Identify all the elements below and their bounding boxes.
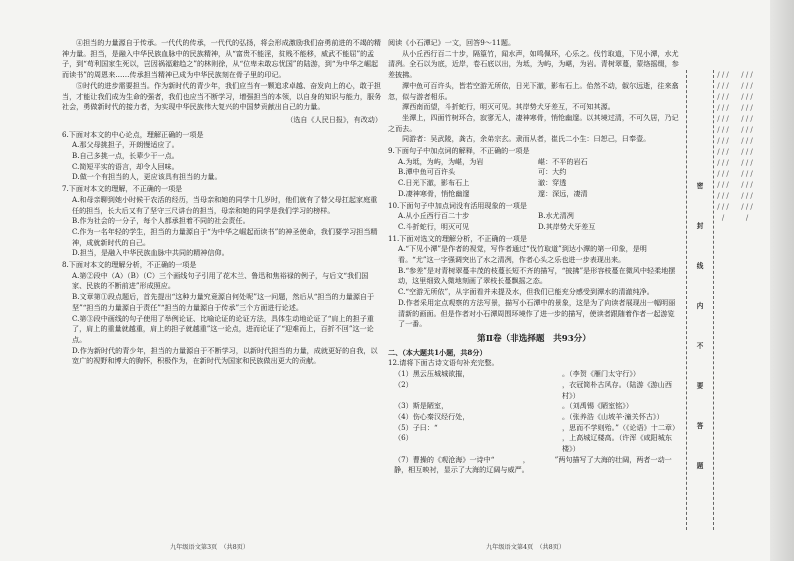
binding-label: 密 <box>696 182 704 190</box>
article-source: （选自《人民日报》，有改动） <box>286 114 382 124</box>
poem-line <box>388 433 680 454</box>
question-6-option: A.那父母挑担子，开朗慢适应了。 <box>72 140 179 150</box>
paragraph-4: ④担当的力量源自于传承。一代代的传承，一代代的弘扬，将会形成激励我们奋勇前进的不竭的精神力量。担当，是融入中华民族血脉中的民族精神，从“富贵不能淫，贫贱不能移，威武不能屈”的孟子，到“苟利国家生死以，岂因祸福避趋之”的林则徐，从“位卑未敢忘忧国”的陆游，到“为中华之崛起而读书”的周恩来……传承担当精神已成为中华民族刻在骨子里的印记。 <box>62 38 382 80</box>
question-9-option: C.日光下澈，影布石上 <box>398 178 470 188</box>
poem-line-source: ，衣冠简朴古风存。（陆游《游山西村》） <box>562 379 672 400</box>
question-6-option: C.简短平实的语言，却令人回味。 <box>72 161 179 171</box>
poem-line-text: （3）斯是陋室， <box>394 401 449 411</box>
poem-line-7: （7）曹操的《观沧海》一诗中“ ， ”两句描写了大海的壮阔，两者一动一静，相互映衬，显示了大海的辽阔与威严。 <box>394 454 672 475</box>
poem-line <box>388 380 680 401</box>
question-10-stem: 10.下面句子中加点词没有活用现象的一项是 <box>388 200 527 210</box>
section-2-title: 第Ⅱ卷（非选择题 共93分） <box>477 333 591 344</box>
poem-line-source: ，思而不学则殆。”（《论语》十二章） <box>562 422 680 432</box>
question-7-option: C.作为一名年轻的学生，担当的力量源自于“为中华之崛起而读书”的神圣使命，我们要学习担当精神，成就新时代的自己。 <box>72 226 378 247</box>
passage-paragraph: 潭中鱼可百许头，皆若空游无所依，日光下澈，影布石上。佁然不动，俶尔远逝，往来翕忽，似与游者相乐。 <box>388 80 679 101</box>
question-11-option: C.“空游无所依”，从字面看并未提及水，但我们已能充分感受到潭水的清澈纯净。 <box>398 287 654 297</box>
question-9-gloss: 可：大约 <box>538 167 567 177</box>
page-footer-left: 九年级语文第3页 （共8页） <box>170 544 250 551</box>
poem-line-source: 。（李贺《雁门太守行》） <box>562 369 641 379</box>
poem-line <box>388 423 680 434</box>
binding-label: 内 <box>696 302 704 310</box>
question-6-option: D.做一个有担当的人，更应该具有担当的力量。 <box>72 172 222 182</box>
binding-dash-line: / / / / / / / / / / / / / / / / / / / / / / / / / / / / / / / / / / / / / / / / <box>717 71 729 222</box>
poem-line-text: （6） <box>394 433 413 443</box>
question-9-row <box>388 167 680 178</box>
question-12-stem: 12.请将下面古诗文语句补充完整。 <box>388 358 499 368</box>
poem-line-source: 。（刘禹锡《陋室铭》） <box>562 401 633 411</box>
question-10-row <box>388 211 680 222</box>
binding-label: 封 <box>696 222 704 230</box>
passage-paragraph: 同游者：吴武陵，龚古，余弟宗玄。隶而从者，崔氏二小生：曰恕己，曰奉壹。 <box>402 134 651 144</box>
page-footer-right: 九年级语文第4页 （共8页） <box>486 544 566 551</box>
section-2-subtitle: 二、（本大题共1小题，共8分） <box>388 347 487 357</box>
poem-line <box>388 412 680 423</box>
poem-line-text: （5）子曰：“ <box>394 422 438 432</box>
binding-label: 答 <box>696 422 704 430</box>
question-9-option: D.凄神寒骨，悄怆幽邃 <box>398 188 470 198</box>
scan-edge-shadow <box>770 0 794 561</box>
passage-paragraph: 坐潭上，四面竹树环合，寂寥无人，凄神寒骨，悄怆幽邃。以其境过清，不可久居，乃记之而去。 <box>388 112 679 133</box>
question-7-option: B.作为社会的一分子，每个人都承担着不同的社会责任。 <box>72 216 250 226</box>
question-8-option: C.第③段中画线的句子使用了举例论证、比喻论证的论证方法，具体生动地论证了“肩上的担子重了，肩上的重量就越重，肩上的担子就越重”这一论点，进而论证了“迎难而上，百折不回”这一论点。 <box>72 313 374 344</box>
question-11-option: A.“下见小潭”是作者的视觉，写作者通过“伐竹取道”到达小潭的第一印象，是明看。“尤”这一字强调突出了水之清冽，作者心头之乐也进一步表现出来。 <box>398 244 647 265</box>
poem-line-source: 。（张养浩《山坡羊·潼关怀古》） <box>562 411 664 421</box>
poem-line <box>388 369 680 380</box>
question-9-row <box>388 178 680 189</box>
question-8-option: B.文章第①段点题后，首先提出“这种力量究竟源自何处呢”这一问题，然后从“担当的力量源自于坚”“担当的力量源自于责任”“担当的力量源自于传承”三个方面进行论述。 <box>72 292 375 312</box>
question-10-option: D.其岸势犬牙差互 <box>538 221 596 231</box>
question-9-gloss: 澈：穿透 <box>538 178 567 188</box>
right-column <box>388 38 680 476</box>
poem-line <box>388 401 680 412</box>
question-8-option: D.作为新时代的青少年，担当的力量源自于不断学习，以新时代担当的力量，成就更好的自我，以宽广的视野和博大的胸怀，积极作为，在新时代为国家和民族做出更大的贡献。 <box>72 345 378 366</box>
question-11-option: D.作者采用定点观察的方法写景，描写小石潭中的景象，这是为了向读者展现出一幅明丽清新的画面。但是作者对小石潭周围环境作了进一步的描写，使读者跟随着作者一起游览了一番。 <box>398 297 676 329</box>
left-column <box>62 38 382 367</box>
binding-margin <box>686 70 714 530</box>
question-8-stem: 8.下面对本文的理解分析，不正确的一项是 <box>62 260 197 270</box>
question-9-option: A.为坻，为屿，为嵁，为岩 <box>398 156 484 166</box>
question-7-option: A.和母亲聊到她小时候干农活的经历，当母亲和她的同学十几岁时，他们就有了替父母扛起家庭重任的担当，长大后又有了坚守三尺讲台的担当，母亲和她的同学是我们学习的榜样。 <box>72 194 378 215</box>
binding-dash-line: / / / / / / / / / / / / / / / / / / / / / / / / / / / / / / / / / / / / / / / / <box>741 71 753 222</box>
poem-line-text: （4）伤心秦汉经行处， <box>394 411 470 421</box>
question-7-option: D.担当，是融入中华民族血脉中共同的精神信仰。 <box>72 248 229 258</box>
question-6-option: B.自己多挑一点，长辈少干一点。 <box>72 151 179 161</box>
poem-line-text: （2） <box>394 379 413 389</box>
passage-paragraph: 潭西南而望，斗折蛇行，明灭可见。其岸势犬牙差互，不可知其源。 <box>402 102 615 112</box>
question-9-gloss: 嵁：不平的岩石 <box>538 156 588 166</box>
poem-line-text: （1）黑云压城城欲摧， <box>394 369 470 379</box>
question-11-option: B.“参差”是对青树翠蔓丰茂的枝蔓长短不齐的描写，“披拂”是形容枝蔓在微风中轻柔地摆动，这里细致入微地刻画了翠枝长蔓飘摇之态。 <box>398 265 676 286</box>
question-10-row <box>388 222 680 233</box>
question-9-gloss: 邃：深远，凄清 <box>538 188 588 198</box>
question-11-stem: 11.下面对选文的理解分析，不正确的一项是 <box>388 233 527 243</box>
binding-label: 题 <box>696 462 704 470</box>
question-10-option: C.斗折蛇行，明灭可见 <box>398 221 470 231</box>
question-10-option: A.从小丘西行百二十步 <box>398 211 470 221</box>
passage-paragraph: 从小丘西行百二十步，隔篁竹，闻水声，如鸣佩环，心乐之。伐竹取道，下见小潭，水尤清冽。全石以为底，近岸，卷石底以出，为坻，为屿，为嵁，为岩。青树翠蔓，蒙络摇缀，参差披拂。 <box>388 48 679 80</box>
question-9-stem: 9.下面句子中加点词的解释，不正确的一项是 <box>388 146 530 156</box>
reading-intro: 阅读《小石潭记》一文，回答9～11题。 <box>388 38 516 47</box>
binding-label: 要 <box>696 382 704 390</box>
question-9-option: B.潭中鱼可百许头 <box>398 167 456 177</box>
question-6-stem: 6.下面对本文的中心论点，理解正确的一项是 <box>62 129 204 139</box>
binding-label: 不 <box>696 342 704 350</box>
question-9-row <box>388 157 680 168</box>
poem-line-source: ，上高城辽楼高。（许浑《咸阳城东楼》） <box>562 433 672 454</box>
binding-label: 线 <box>696 262 704 270</box>
question-8-option: A.第②段中（A）（B）（C）三个画线句子引用了花木兰、鲁迅和焦裕禄的例子，与后文“我们国家、民族的不断前进”形成照应。 <box>72 270 369 291</box>
question-9-row <box>388 189 680 200</box>
question-7-stem: 7.下面对本文的理解，不正确的一项是 <box>62 184 183 194</box>
paragraph-5: ⑤时代的进步需要担当。作为新时代的青少年，我们应当有一颗追求卓越、奋发向上的心，敢于担当，才能让我们成为生命的强者，我们也应当不断学习，增强担当的本领，以自身的知识与能力，服务社会，勇做新时代的接力者，为实现中华民族伟大复兴的中国梦贡献出自己的力量。 <box>62 80 382 112</box>
question-10-option: B.水尤清冽 <box>538 211 574 221</box>
